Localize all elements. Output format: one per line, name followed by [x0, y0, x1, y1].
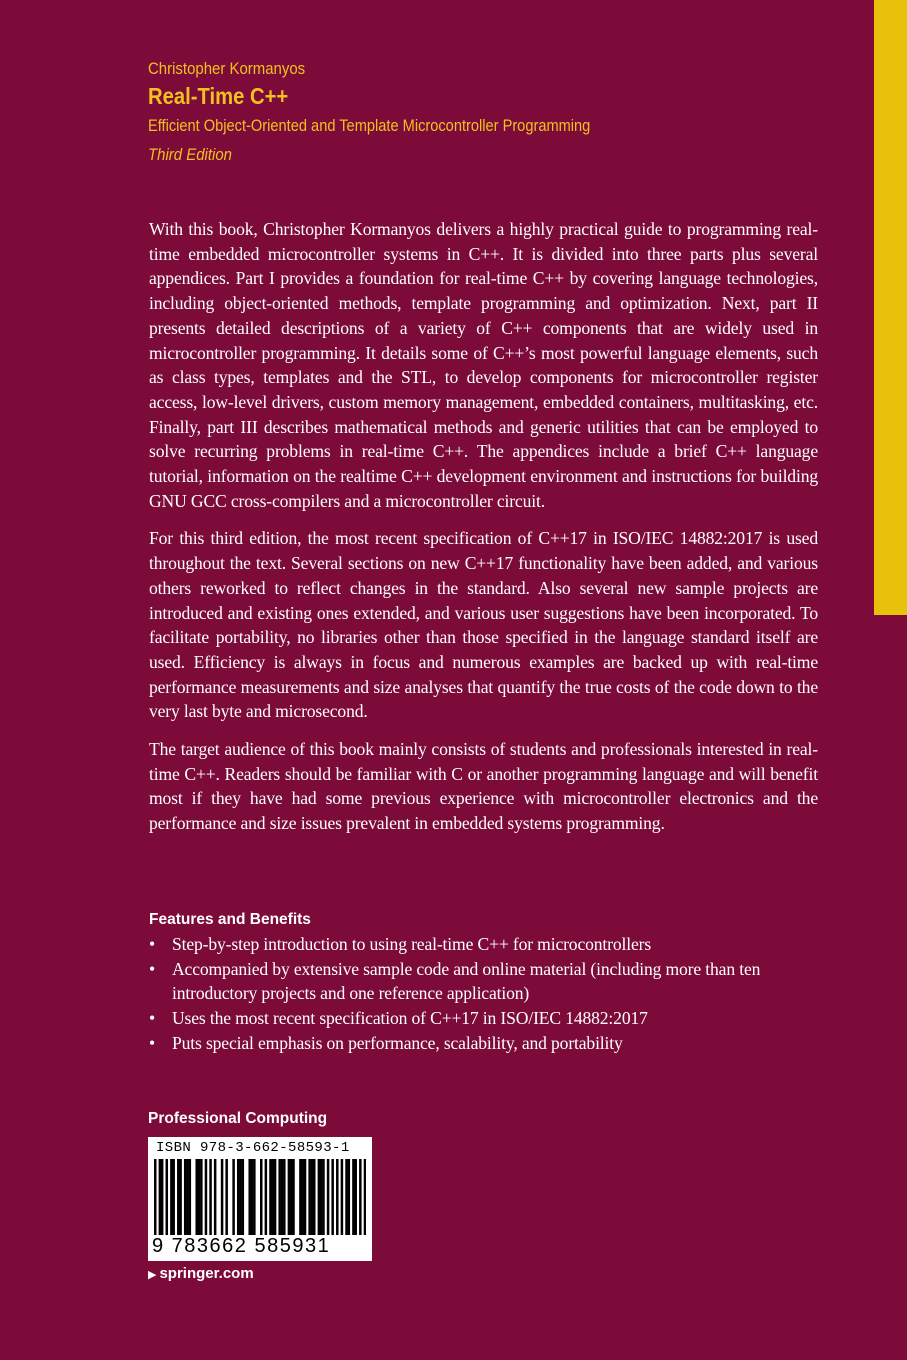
description-paragraph: For this third edition, the most recent specification of C++17 in ISO/IEC 14882:2017 is used throughout the text. Several sections on new C++17 functionality have been added, and various others reworked to reflect changes in the standard. Also several new sample projects are introduced and existing ones extended, and various user suggestions have been incorporated. To facilitate portability, no libraries other than those specified in the language standard itself are used. Efficiency is always in focus and numerous examples are backed up with real-time performance measurements and size analyses that quantify the true costs of the code down to the very last byte and microsecond.	[149, 528, 818, 722]
features-heading: Features and Benefits	[149, 911, 311, 928]
barcode-bar	[292, 1159, 295, 1235]
barcode-bar	[239, 1159, 242, 1235]
barcode-bar	[311, 1159, 314, 1235]
barcode-bar	[301, 1159, 304, 1235]
barcode-bar	[154, 1159, 157, 1235]
barcode-bar	[225, 1159, 228, 1235]
barcode-bar	[221, 1159, 224, 1235]
barcode-bar	[322, 1159, 325, 1235]
publisher-link[interactable]	[148, 1265, 254, 1282]
barcode-bar	[283, 1159, 286, 1235]
barcode-bar	[288, 1159, 291, 1235]
barcode-bar	[161, 1159, 164, 1235]
series-label: Professional Computing	[148, 1110, 328, 1127]
barcode-bar	[214, 1159, 217, 1235]
barcode-bar	[166, 1159, 169, 1235]
barcode-bar	[308, 1159, 311, 1235]
barcode-icon	[154, 1159, 366, 1237]
book-subtitle: Efficient Object-Oriented and Template Microcontroller Programming	[148, 116, 591, 135]
feature-text: Puts special emphasis on performance, scalability, and portability	[172, 1032, 623, 1053]
feature-text: Uses the most recent specification of C++17 in ISO/IEC 14882:2017	[172, 1008, 648, 1029]
barcode-bar	[320, 1159, 323, 1235]
barcode-bar	[278, 1159, 281, 1235]
barcode-bar	[352, 1159, 355, 1235]
ean-digits: 9 783662 585931	[152, 1235, 331, 1257]
barcode-bar	[265, 1159, 268, 1235]
barcode-bar	[179, 1159, 182, 1235]
book-title: Real-Time C++	[148, 83, 289, 109]
barcode-bar	[274, 1159, 277, 1235]
book-header	[148, 58, 662, 170]
author-name: Christopher Kormanyos	[148, 59, 306, 78]
barcode-bar	[198, 1159, 201, 1235]
barcode-bar	[159, 1159, 162, 1235]
features-section	[149, 908, 818, 1056]
barcode-bar	[364, 1159, 366, 1235]
barcode-bar	[304, 1159, 307, 1235]
barcode-bar	[195, 1159, 198, 1235]
barcode-bar	[184, 1159, 187, 1235]
barcode-bar	[341, 1159, 344, 1235]
accent-stripe	[874, 0, 907, 615]
barcode-bar	[318, 1159, 321, 1235]
barcode-bar	[359, 1159, 362, 1235]
barcode-bar	[237, 1159, 240, 1235]
barcode-bar	[186, 1159, 189, 1235]
barcode-bar	[299, 1159, 302, 1235]
barcode-bar	[200, 1159, 203, 1235]
barcode-bar	[209, 1159, 212, 1235]
barcode-bar	[242, 1159, 245, 1235]
feature-text: Step-by-step introduction to using real-time C++ for microcontrollers	[172, 934, 652, 954]
barcode-bar	[354, 1159, 357, 1235]
barcode-bar	[189, 1159, 192, 1235]
bullet-icon: •	[149, 1008, 156, 1029]
description	[149, 217, 818, 849]
bullet-icon: •	[149, 958, 156, 979]
list-item	[149, 1031, 818, 1056]
book-edition: Third Edition	[148, 145, 232, 164]
barcode-bar	[205, 1159, 208, 1235]
list-item	[149, 1006, 818, 1031]
barcode-bar	[290, 1159, 293, 1235]
bullet-icon: •	[149, 1032, 156, 1053]
feature-text: Accompanied by extensive sample code and online material (including more than ten introductory projects and one reference application)	[172, 958, 761, 1004]
barcode-bar	[327, 1159, 330, 1235]
arrow-right-icon: ▶	[148, 1269, 157, 1281]
barcode-bar	[345, 1159, 348, 1235]
barcode-bar	[272, 1159, 275, 1235]
barcode-bar	[248, 1159, 251, 1235]
barcode-bar	[177, 1159, 180, 1235]
barcode-bar	[269, 1159, 272, 1235]
features-list	[149, 932, 818, 1056]
barcode-bar	[313, 1159, 316, 1235]
barcode-bar	[172, 1159, 175, 1235]
list-item	[149, 932, 818, 957]
barcode-bar	[336, 1159, 339, 1235]
barcode-bar	[348, 1159, 351, 1235]
publisher-url: springer.com	[159, 1265, 254, 1282]
bullet-icon: •	[149, 934, 156, 954]
barcode-bar	[253, 1159, 256, 1235]
description-paragraph: With this book, Christopher Kormanyos delivers a highly practical guide to programming real-time embedded microcontroller systems in C++. It is divided into three parts plus several appendices. Part I provides a foundation for real-time C++ by covering language technologies, including object-oriented methods, template programming and optimization. Next, part II presents detailed descriptions of a variety of C++ components that are widely used in microcontroller programming. It details some of C++’s most powerful language elements, such as class types, templates and the STL, to develop components for microcontroller register access, low-level drivers, custom memory management, embedded containers, multitasking, etc. Finally, part III describes mathematical methods and generic utilities that can be employed to solve recurring problems in real-time C++. The appendices include a brief C++ language tutorial, information on the realtime C++ development environment and instructions for building GNU GCC cross-compilers and a microcontroller circuit.	[149, 219, 818, 511]
list-item	[149, 957, 818, 1006]
isbn-label: ISBN 978-3-662-58593-1	[156, 1140, 350, 1156]
isbn-barcode	[148, 1137, 372, 1261]
barcode-bar	[331, 1159, 334, 1235]
barcode-bar	[260, 1159, 263, 1235]
barcode-bar	[251, 1159, 254, 1235]
barcode-bar	[170, 1159, 173, 1235]
description-paragraph: The target audience of this book mainly consists of students and professionals interested in real-time C++. Readers should be familiar with C or another programming language and will benefit most if they have had some previous experience with microcontroller electronics and the performance and size issues prevalent in embedded systems programming.	[149, 739, 818, 834]
barcode-bar	[232, 1159, 235, 1235]
barcode-bar	[281, 1159, 284, 1235]
